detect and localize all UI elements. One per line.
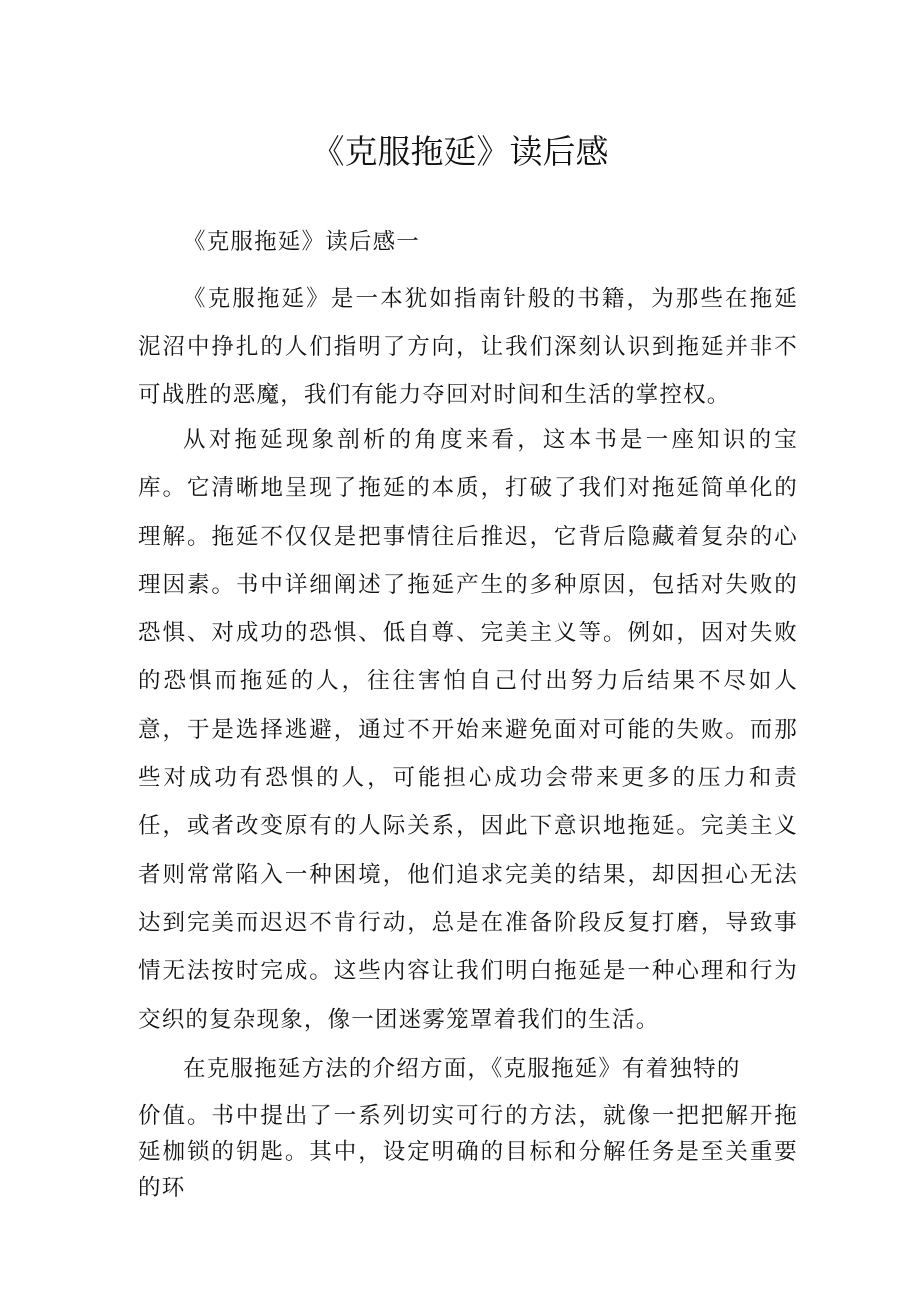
document-title: 《克服拖延》读后感 [311, 132, 609, 171]
paragraph-2: 从对拖延现象剖析的角度来看，这本书是一座知识的宝库。它清晰地呈现了拖延的本质，打破了我们对拖延简单化的理解。拖延不仅仅是把事情往后推迟，它背后隐藏着复杂的心理因素。书中详细阐述了拖延产生的多种原因，包括对失败的恐惧、对成功的恐惧、低自尊、完美主义等。例如，因对失败的恐惧而拖延的人，往往害怕自己付出努力后结果不尽如人意，于是选择逃避，通过不开始来避免面对可能的失败。而那些对成功有恐惧的人，可能担心成功会带来更多的压力和责任，或者改变原有的人际关系，因此下意识地拖延。完美主义者则常常陷入一种困境，他们追求完美的结果，却因担心无法达到完美而迟迟不肯行动，总是在准备阶段反复打磨，导致事情无法按时完成。这些内容让我们明白拖延是一种心理和行为交织的复杂现象，像一团迷雾笼罩着我们的生活。 [138, 427, 798, 1033]
paragraph-3-continued: 价值。书中提出了一系列切实可行的方法，就像一把把解开拖延枷锁的钥匙。其中，设定明确的目标和分解任务是至关重要的环 [138, 1103, 798, 1201]
paragraph-1: 《克服拖延》是一本犹如指南针般的书籍，为那些在拖延泥沼中挣扎的人们指明了方向，让我们深刻认识到拖延并非不可战胜的恶魔，我们有能力夺回对时间和生活的掌控权。 [138, 286, 798, 408]
paragraph-3-start: 在克服拖延方法的介绍方面，《克服拖延》有着独特的 [183, 1056, 741, 1082]
section-subtitle: 《克服拖延》读后感一 [183, 229, 421, 255]
